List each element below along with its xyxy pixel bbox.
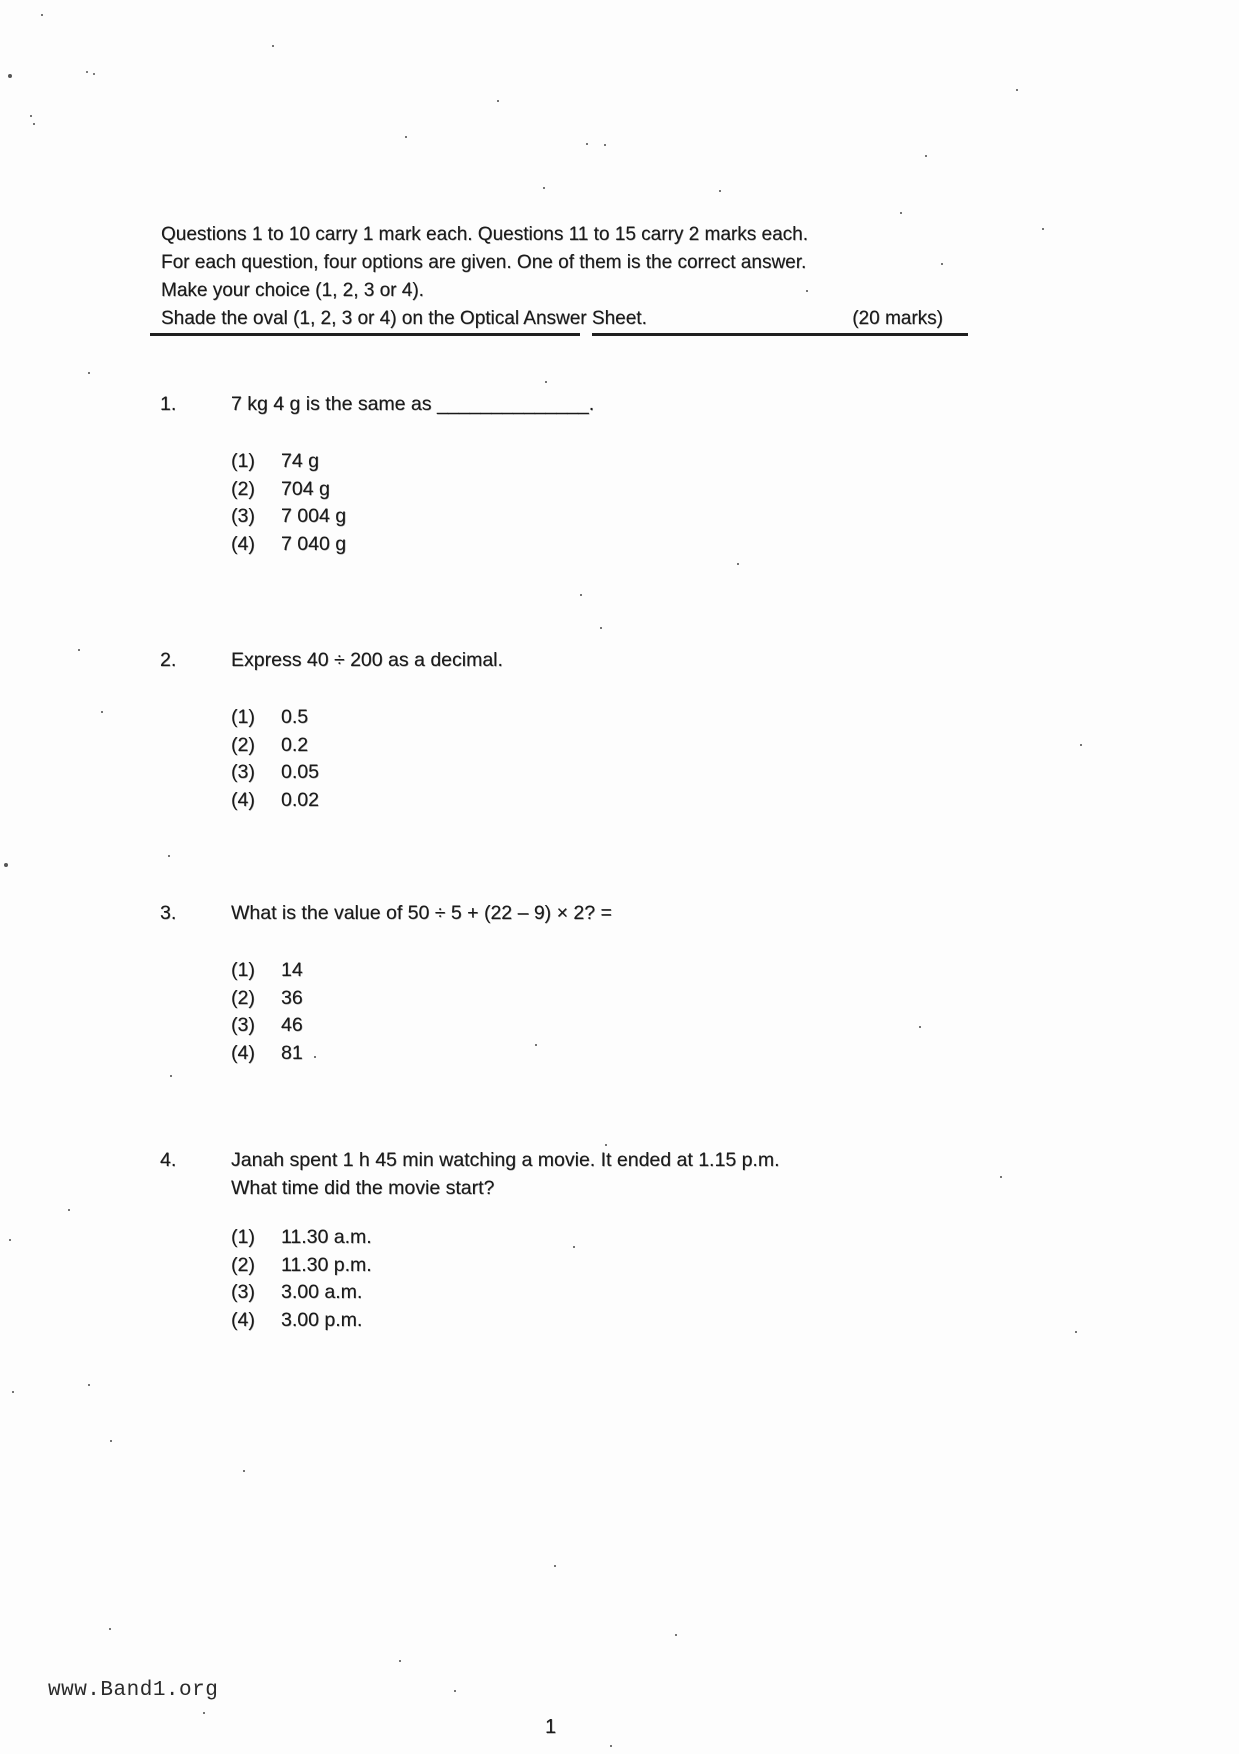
option-row <box>231 704 503 732</box>
question-number: 2. <box>160 649 177 671</box>
option-label: (2) <box>231 986 255 1009</box>
option-label: (3) <box>231 1014 255 1036</box>
question-body <box>231 390 594 558</box>
question-body <box>231 899 612 1067</box>
option-row <box>231 476 594 504</box>
option-value: 7 040 g <box>281 532 347 555</box>
website-watermark: www.Band1.org <box>48 1679 219 1702</box>
scan-noise <box>0 0 2 2</box>
option-value: 74 g <box>281 450 319 472</box>
options-list <box>231 957 612 1067</box>
option-value: 0.05 <box>281 761 319 783</box>
question-text: What is the value of 50 ÷ 5 + (22 – 9) × 2? = <box>231 902 612 924</box>
option-label: (1) <box>231 706 255 728</box>
option-row <box>231 503 594 531</box>
instruction-line-4 <box>161 305 943 333</box>
option-label: (1) <box>231 450 255 472</box>
option-row <box>231 787 503 815</box>
option-value: 3.00 a.m. <box>281 1281 363 1303</box>
question-body <box>231 646 503 814</box>
question-number: 3. <box>160 902 177 924</box>
option-label: (3) <box>231 505 255 527</box>
question-number: 1. <box>160 393 177 415</box>
option-value: 704 g <box>281 477 330 500</box>
option-row <box>231 732 503 760</box>
option-row <box>231 985 612 1013</box>
option-value: 11.30 a.m. <box>281 1226 372 1248</box>
header-divider <box>150 333 968 336</box>
question-text: Express 40 ÷ 200 as a decimal. <box>231 649 503 671</box>
option-value: 46 <box>281 1014 303 1036</box>
option-value: 3.00 p.m. <box>281 1308 363 1331</box>
option-label: (1) <box>231 1226 255 1248</box>
option-value: 81 <box>281 1041 303 1064</box>
option-value: 14 <box>281 959 303 981</box>
option-row <box>231 1012 612 1040</box>
instructions-block <box>161 221 943 333</box>
option-label: (3) <box>231 1281 255 1303</box>
option-label: (4) <box>231 1308 255 1331</box>
question-body <box>231 1146 780 1334</box>
instruction-line-3: Make your choice (1, 2, 3 or 4). <box>161 280 424 301</box>
instruction-line-1: Questions 1 to 10 carry 1 mark each. Questions 11 to 15 carry 2 marks each. <box>161 224 809 245</box>
question-2 <box>160 646 503 814</box>
instruction-line-2: For each question, four options are given. One of them is the correct answer. <box>161 252 807 273</box>
option-row <box>231 1224 780 1252</box>
option-row <box>231 448 594 476</box>
question-3 <box>160 899 612 1067</box>
page-number: 1 <box>545 1716 557 1738</box>
options-list <box>231 1224 780 1334</box>
question-text: Janah spent 1 h 45 min watching a movie. It ended at 1.15 p.m. <box>231 1149 780 1171</box>
option-value: 0.02 <box>281 788 319 811</box>
option-value: 0.5 <box>281 706 309 728</box>
option-label: (2) <box>231 1253 255 1276</box>
option-row <box>231 531 594 559</box>
question-4 <box>160 1146 780 1334</box>
option-value: 7 004 g <box>281 505 347 527</box>
option-label: (2) <box>231 477 255 500</box>
option-row <box>231 957 612 985</box>
total-marks: (20 marks) <box>852 308 943 329</box>
options-list <box>231 448 594 558</box>
instruction-shade-text: Shade the oval (1, 2, 3 or 4) on the Optical Answer Sheet. <box>161 308 647 329</box>
option-row <box>231 1040 612 1068</box>
option-value: 36 <box>281 986 303 1009</box>
option-label: (1) <box>231 959 255 981</box>
option-label: (3) <box>231 761 255 783</box>
options-list <box>231 704 503 814</box>
option-value: 0.2 <box>281 733 309 756</box>
question-text: 7 kg 4 g is the same as ______________. <box>231 393 595 415</box>
option-label: (4) <box>231 532 255 555</box>
option-value: 11.30 p.m. <box>281 1253 372 1276</box>
question-number: 4. <box>160 1149 177 1171</box>
option-label: (4) <box>231 788 255 811</box>
option-row <box>231 1252 780 1280</box>
option-label: (4) <box>231 1041 255 1064</box>
option-row <box>231 759 503 787</box>
option-row <box>231 1307 780 1335</box>
option-row <box>231 1279 780 1307</box>
option-label: (2) <box>231 733 255 756</box>
question-1 <box>160 390 594 558</box>
question-text-line2: What time did the movie start? <box>231 1177 495 1199</box>
